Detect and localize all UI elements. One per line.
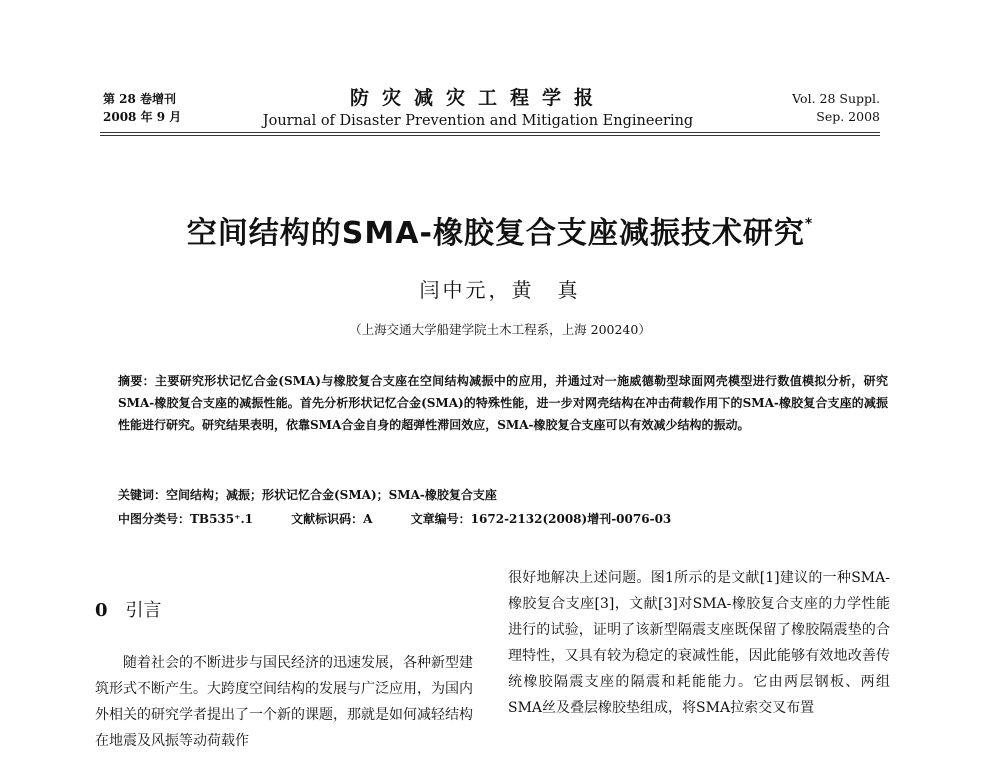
date-en: Sep. 2008 <box>816 109 880 124</box>
document-code: 文献标识码：A <box>291 512 373 526</box>
header-rule <box>100 132 880 136</box>
body-right-column: 很好地解决上述问题。图1所示的是文献[1]建议的一种SMA-橡胶复合支座[3]，文献[3]对SMA-橡胶复合支座的力学性能进行的试验，证明了该新型隔震支座既保留了橡胶隔震垫的合理特性，又具有较为稳定的衰减性能，因此能够有效地改善传统橡胶隔震支座的隔震和耗能能力。它由两层钢板、两组SMA丝及叠层橡胶垫组成，将SMA拉索交叉布置 <box>508 570 890 716</box>
article-number: 文章编号：1672-2132(2008)增刊-0076-03 <box>410 512 672 526</box>
volume-cn: 第 28 卷增刊 <box>103 92 177 106</box>
section-title: 引言 <box>125 600 162 621</box>
body-left-column: 随着社会的不断进步与国民经济的迅速发展，各种新型建筑形式不断产生。大跨度空间结构的发展与广泛应用，为国内外相关的研究学者提出了一个新的课题，那就是如何减轻结构在地震及风振等动荷载作 <box>95 655 473 749</box>
paper-title <box>0 208 1000 252</box>
paper-abstract: 摘要：主要研究形状记忆合金(SMA)与橡胶复合支座在空间结构减振中的应用，并通过对一施威德勒型球面网壳模型进行数值模拟分析，研究SMA-橡胶复合支座的减振性能。首先分析形状记忆合金(SMA)的特殊性能，进一步对网壳结构在冲击荷载作用下的SMA-橡胶复合支座的减振性能进行研究。研究结果表明，依靠SMA合金自身的超弹性滞回效应，SMA-橡胶复合支座可以有效减少结构的振动。 <box>118 374 888 432</box>
clc-number: 中图分类号：TB535⁺.1 <box>118 512 253 526</box>
paper-authors: 闫中元，黄 真 <box>419 278 581 302</box>
journal-issue-info-cn <box>103 90 181 126</box>
date-cn: 2008 年 9 月 <box>103 110 182 124</box>
journal-name-en: Journal of Disaster Prevention and Mitigation Engineering <box>262 113 694 129</box>
section-heading <box>95 596 162 622</box>
journal-name <box>258 86 698 132</box>
journal-name-cn: 防灾减灾工程学报 <box>349 87 606 109</box>
journal-issue-info-en <box>792 90 880 126</box>
title-footnote-mark: * <box>804 216 814 232</box>
paper-affiliation: （上海交通大学船建学院土木工程系，上海 200240） <box>349 322 651 337</box>
paper-title-text: 空间结构的SMA-橡胶复合支座减振技术研究 <box>186 216 805 251</box>
paper-classification-line <box>118 508 888 530</box>
volume-en: Vol. 28 Suppl. <box>792 91 880 106</box>
paper-keywords: 关键词：空间结构；减振；形状记忆合金(SMA)；SMA-橡胶复合支座 <box>118 488 497 502</box>
section-number: 0 <box>95 600 108 621</box>
